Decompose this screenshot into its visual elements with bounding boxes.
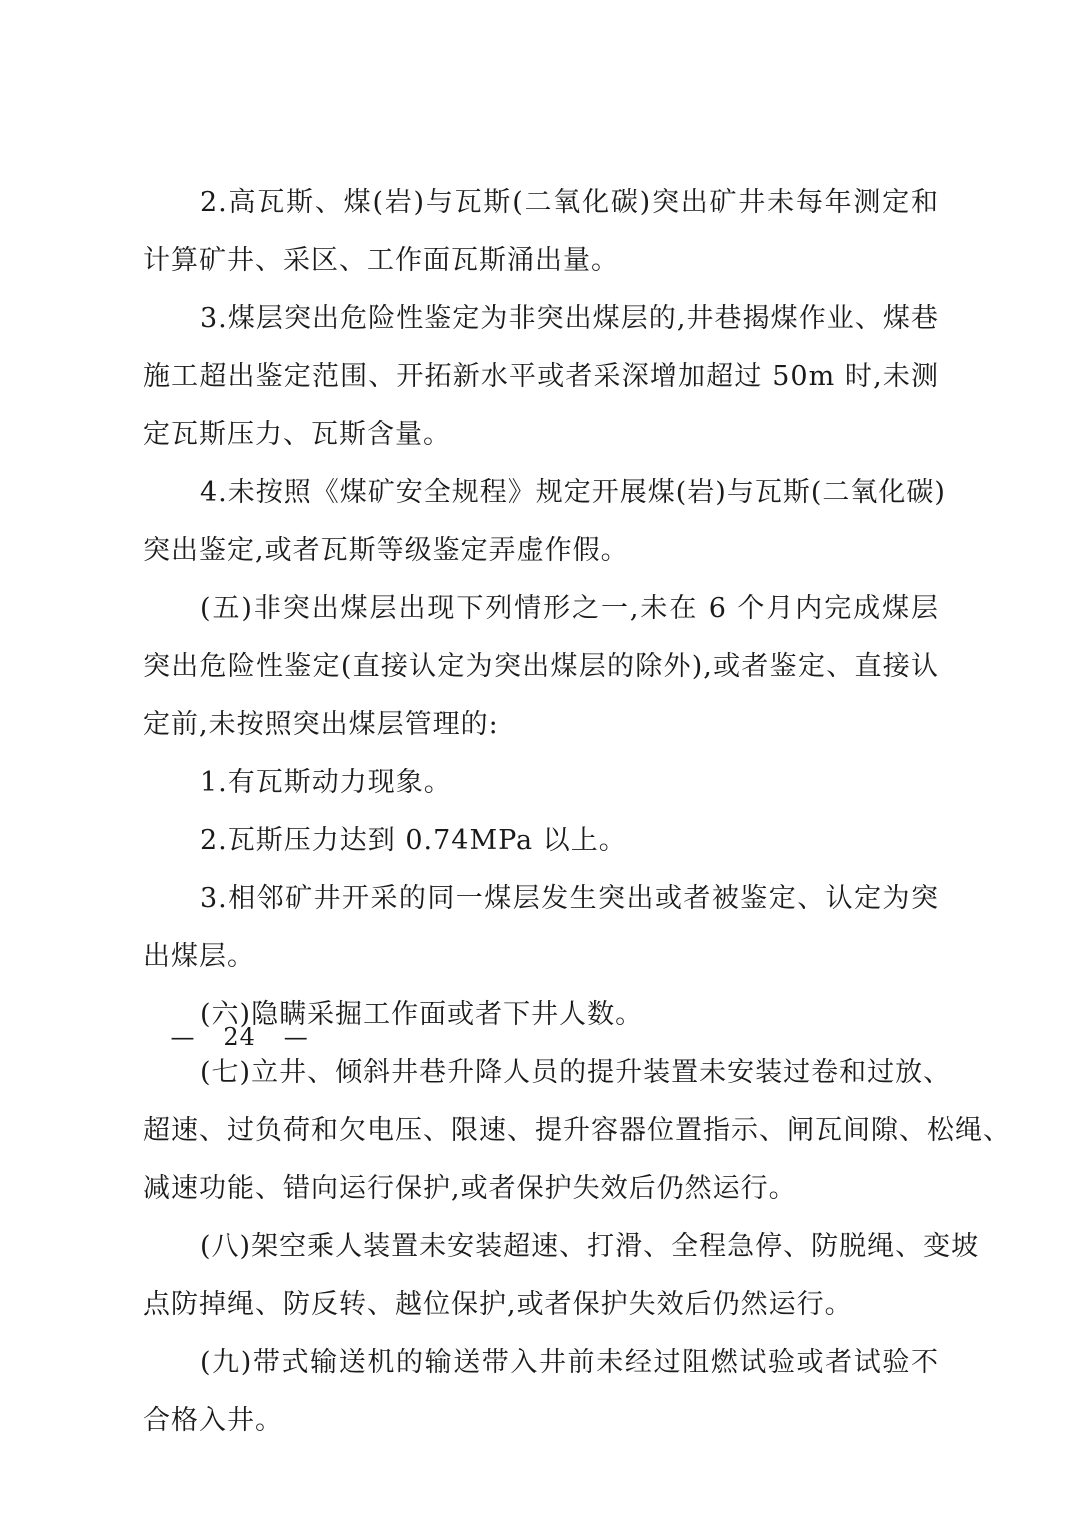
text-line: (七)立井、倾斜井巷升降人员的提升装置未安装过卷和过放、 bbox=[200, 1057, 952, 1088]
page-number: 24 bbox=[223, 1023, 256, 1051]
text-line: 施工超出鉴定范围、开拓新水平或者采深增加超过 50m 时,未测 bbox=[143, 361, 939, 392]
text-line: 定前,未按照突出煤层管理的: bbox=[143, 709, 499, 740]
text-line: 3.煤层突出危险性鉴定为非突出煤层的,井巷揭煤作业、煤巷 bbox=[200, 303, 939, 334]
footer-dash-right: — bbox=[283, 1023, 309, 1051]
text-line: 点防掉绳、防反转、越位保护,或者保护失效后仍然运行。 bbox=[143, 1289, 853, 1320]
document-body bbox=[143, 174, 1011, 1450]
text-line: (五)非突出煤层出现下列情形之一,未在 6 个月内完成煤层 bbox=[200, 593, 939, 624]
text-line: 计算矿井、采区、工作面瓦斯涌出量。 bbox=[143, 245, 619, 276]
text-line: 合格入井。 bbox=[143, 1405, 283, 1436]
text-line: 突出危险性鉴定(直接认定为突出煤层的除外),或者鉴定、直接认 bbox=[143, 651, 939, 682]
text-line: 定瓦斯压力、瓦斯含量。 bbox=[143, 419, 451, 450]
text-line: (九)带式输送机的输送带入井前未经过阻燃试验或者试验不 bbox=[200, 1347, 939, 1378]
text-line: 突出鉴定,或者瓦斯等级鉴定弄虚作假。 bbox=[143, 535, 629, 566]
footer-dash-left: — bbox=[170, 1023, 196, 1051]
text-line: 减速功能、错向运行保护,或者保护失效后仍然运行。 bbox=[143, 1173, 797, 1204]
page-footer bbox=[165, 1022, 314, 1052]
text-line: (六)隐瞒采掘工作面或者下井人数。 bbox=[200, 999, 644, 1030]
text-line: 4.未按照《煤矿安全规程》规定开展煤(岩)与瓦斯(二氧化碳) bbox=[200, 477, 946, 508]
text-line: 3.相邻矿井开采的同一煤层发生突出或者被鉴定、认定为突 bbox=[200, 883, 939, 914]
text-line: 出煤层。 bbox=[143, 941, 255, 972]
text-line: 超速、过负荷和欠电压、限速、提升容器位置指示、闸瓦间隙、松绳、 bbox=[143, 1115, 1011, 1146]
text-line: (八)架空乘人装置未安装超速、打滑、全程急停、防脱绳、变坡 bbox=[200, 1231, 980, 1262]
text-line: 2.高瓦斯、煤(岩)与瓦斯(二氧化碳)突出矿井未每年测定和 bbox=[200, 187, 939, 218]
text-line: 1.有瓦斯动力现象。 bbox=[200, 767, 452, 798]
text-line: 2.瓦斯压力达到 0.74MPa 以上。 bbox=[200, 825, 627, 856]
